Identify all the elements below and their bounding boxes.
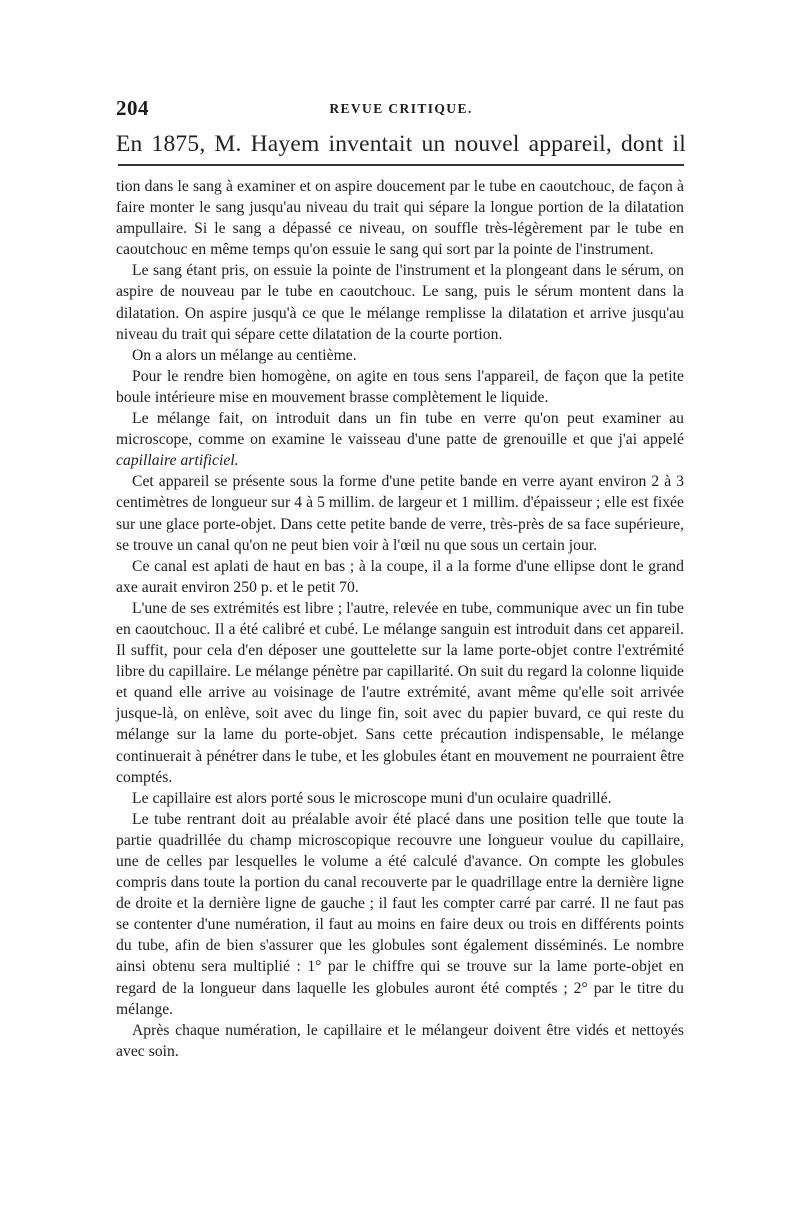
paragraph: Cet appareil se présente sous la forme d'une petite bande en verre ayant environ 2 à 3 centimètres de longueur sur 4 à 5 millim. de largeur et 1 millim. d'épaisseur ; elle est fixée sur une glace porte-objet. Dans cette petite bande de verre, très-près de sa face supérieure, se trouve un canal qu'on ne peut bien voir à l'œil nu que sous un certain jour.: [116, 473, 684, 554]
paragraph-text: Le mélange fait, on introduit dans un fin tube en verre qu'on peut examiner au microscope, comme on examine le vaisseau d'une patte de grenouille et que j'ai appelé: [116, 410, 684, 449]
paragraph: Après chaque numération, le capillaire et le mélangeur doivent être vidés et nettoyés avec soin.: [116, 1021, 684, 1060]
paragraph: Pour le rendre bien homogène, on agite en tous sens l'appareil, de façon que la petite boule intérieure mise en mouvement brasse complètement le liquide.: [116, 367, 684, 406]
running-title: REVUE CRITIQUE.: [329, 101, 473, 116]
italic-term: capillaire artificiel.: [116, 452, 239, 470]
paragraph: Le sang étant pris, on essuie la pointe de l'instrument et la plongeant dans le sérum, on aspire de nouveau par le tube en caoutchouc. Le sang, puis le sérum montent dans la dilatation. On aspire jusqu'à ce que le mélange remplisse la dilatation et arrive jusqu'au niveau du trait qui sépare cette dilatation de la courte portion.: [116, 262, 684, 343]
paragraph: Le tube rentrant doit au préalable avoir été placé dans une position telle que toute la partie quadrillée du champ microscopique recouvre une longueur voulue du capillaire, une de celles par lesquelles le volume a été calculé d'avance. On compte les globules compris dans toute la portion du canal recouverte par le quadrillage entre la dernière ligne de droite et la dernière ligne de gauche ; il faut les compter carré par carré. Il ne faut pas se contenter d'une numération, il faut au moins en faire deux ou trois en différents points du tube, afin de bien s'assurer que les globules sont également disséminés. Le nombre ainsi obtenu sera multiplié : 1° par le chiffre qui se trouve sur la lame porte-objet en regard de la longueur dans laquelle les globules auront été comptés ; 2° par le titre du mélange.: [116, 810, 684, 1018]
page-number: 204: [116, 96, 149, 120]
paragraph: On a alors un mélange au centième.: [132, 346, 357, 364]
page-header: [116, 96, 686, 120]
paragraph: Ce canal est aplati de haut en bas ; à la coupe, il a la forme d'une ellipse dont le grand axe aurait environ 250 p. et le petit 70.: [116, 557, 684, 596]
strip-underline: [118, 164, 684, 166]
paragraph: Le capillaire est alors porté sous le microscope muni d'un oculaire quadrillé.: [132, 789, 612, 807]
body-text: [116, 176, 684, 1062]
paragraph: L'une de ses extrémités est libre ; l'autre, relevée en tube, communique avec un fin tube en caoutchouc. Il a été calibré et cubé. Le mélange sanguin est introduit dans cet appareil. Il suffit, pour cela d'en déposer une gouttelette sur la lame porte-objet contre l'extrémité libre du capillaire. Le mélange pénètre par capillarité. On suit du regard la colonne liquide et quand elle arrive au voisinage de l'autre extrémité, avant même qu'elle soit arrivée jusque-là, on enlève, soit avec du linge fin, soit avec du papier buvard, ce qui reste du mélange sur la lame du porte-objet. Sans cette précaution indispensable, le mélange continuerait à pénétrer dans le tube, et les globules étant en mouvement ne pourraient être comptés.: [116, 599, 684, 786]
pasted-text-strip: En 1875, M. Hayem inventait un nouvel appareil, dont il: [116, 131, 686, 157]
paragraph: [116, 408, 684, 471]
paragraph: tion dans le sang à examiner et on aspire doucement par le tube en caoutchouc, de façon à faire monter le sang jusqu'au niveau du trait qui sépare la longue portion de la dilatation ampullaire. Si le sang a dépassé ce niveau, on souffle très-légèrement par le tube en caoutchouc en même temps qu'on essuie le sang qui sort par la pointe de l'instrument.: [116, 178, 684, 259]
